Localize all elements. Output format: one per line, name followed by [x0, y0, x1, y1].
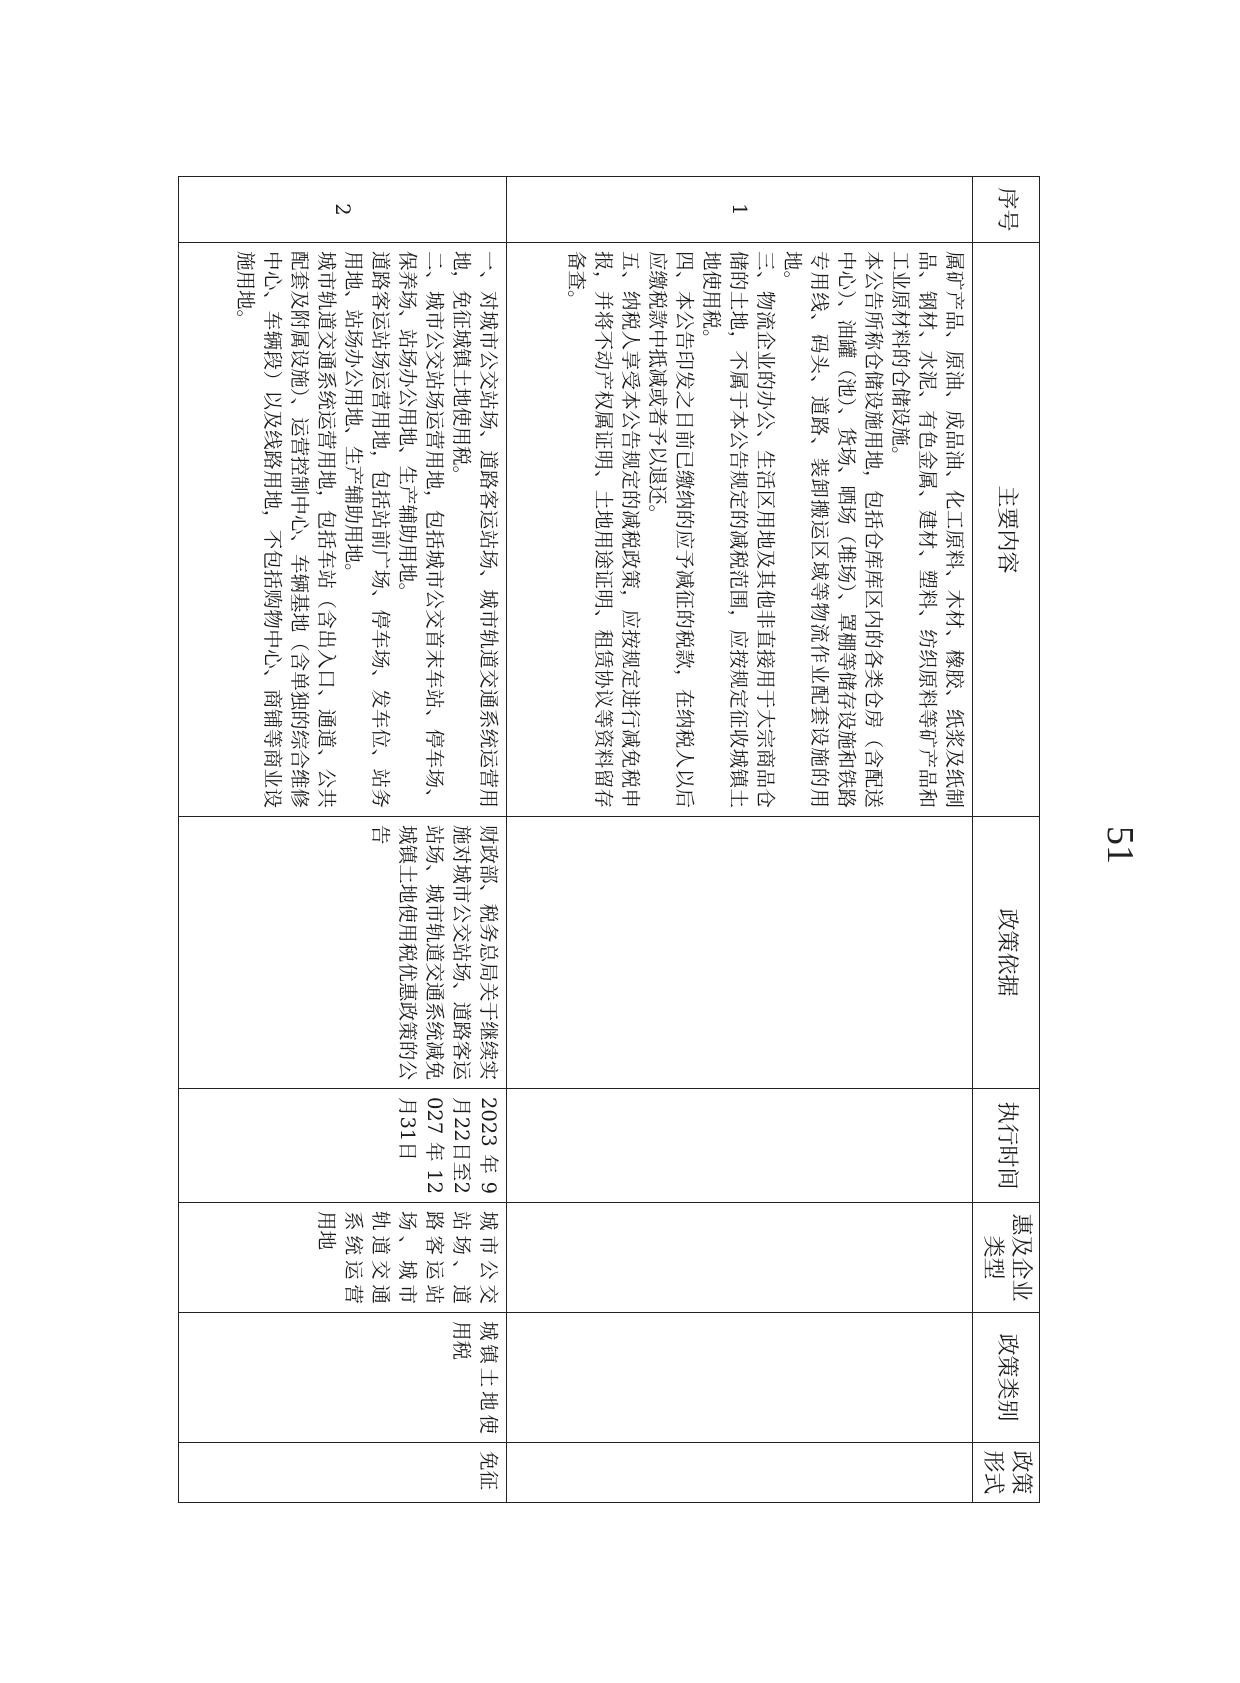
content-paragraph: 城市轨道交通系统运营用地，包括车站（含出入口、通道、公共配套及附属设施）、运营控制中心、车辆基地（含单独的综合维修中心、车辆段）以及线路用地，不包括购物中心、商铺等商业设施用地。 [234, 251, 339, 808]
content-paragraph: 本公告所称仓储设施用地，包括仓库库区内的各类仓房（含配送中心）、油罐（池）、货场、晒场（堆场）、罩棚等储存设施和铁路专用线、码头、道路、装卸搬运区域等物流作业配套设施的用地。 [781, 251, 885, 808]
content-paragraph: 二、城市公交站场运营用地，包括城市公交首末车站、停车场、保养场、站场办公用地、生产辅助用地。 [396, 251, 447, 808]
row-period [507, 1089, 973, 1203]
table-row [507, 177, 973, 1503]
row-period: 2023年9月22日至2027年12月31日 [179, 1089, 507, 1203]
row-beneficiary: 城市公交站场、道路客运站场、城市轨道交通系统运营用地 [179, 1203, 507, 1313]
page-number: 51 [1099, 826, 1141, 864]
header-category: 政策类别 [973, 1313, 1040, 1443]
content-paragraph: 五、纳税人享受本公告规定的减税政策，应按规定进行减免税申报，并将不动产权属证明、土地用途证明、租赁协议等资料留存备查。 [565, 251, 642, 808]
row-index: 2 [179, 177, 507, 243]
row-form [507, 1443, 973, 1503]
policy-table [178, 176, 1040, 1503]
row-form: 免征 [179, 1443, 507, 1503]
header-form: 政策形式 [973, 1443, 1040, 1503]
table-header-row [973, 177, 1040, 1503]
content-paragraph: 三、物流企业的办公、生活区用地及其他非直接用于大宗商品仓储的土地，不属于本公告规定的减税范围，应按规定征收城镇土地使用税。 [700, 251, 777, 808]
header-basis: 政策依据 [973, 817, 1040, 1089]
header-beneficiary: 惠及企业类型 [973, 1203, 1040, 1313]
table-row [179, 177, 507, 1503]
row-index: 1 [507, 177, 973, 243]
row-content [507, 243, 973, 817]
rotated-page-content [178, 176, 1040, 1495]
content-paragraph: 道路客运站场运营用地，包括站前广场、停车场、发车位、站务用地、站场办公用地、生产辅助用地。 [342, 251, 393, 808]
row-category [507, 1313, 973, 1443]
row-beneficiary [507, 1203, 973, 1313]
content-paragraph: 四、本公告印发之日前已缴纳的应予减征的税款，在纳税人以后应缴税款中抵减或者予以退还。 [646, 251, 696, 808]
content-paragraph: 一、对城市公交站场、道路客运站场、城市轨道交通系统运营用地，免征城镇土地使用税。 [450, 251, 501, 808]
header-content: 主要内容 [973, 243, 1040, 817]
content-paragraph: 属矿产品、原油、成品油、化工原料、木材、橡胶、纸浆及纸制品、钢材、水泥、有色金属、建材、塑料、纺织原料等矿产品和工业原材料的仓储设施。 [889, 251, 966, 808]
header-index: 序号 [973, 177, 1040, 243]
row-basis [507, 817, 973, 1089]
row-basis: 财政部、税务总局关于继续实施对城市公交站场、道路客运站场、城市轨道交通系统减免城镇土地使用税优惠政策的公告 [179, 817, 507, 1089]
header-period: 执行时间 [973, 1089, 1040, 1203]
row-category: 城镇土地使用税 [179, 1313, 507, 1443]
row-content [179, 243, 507, 817]
